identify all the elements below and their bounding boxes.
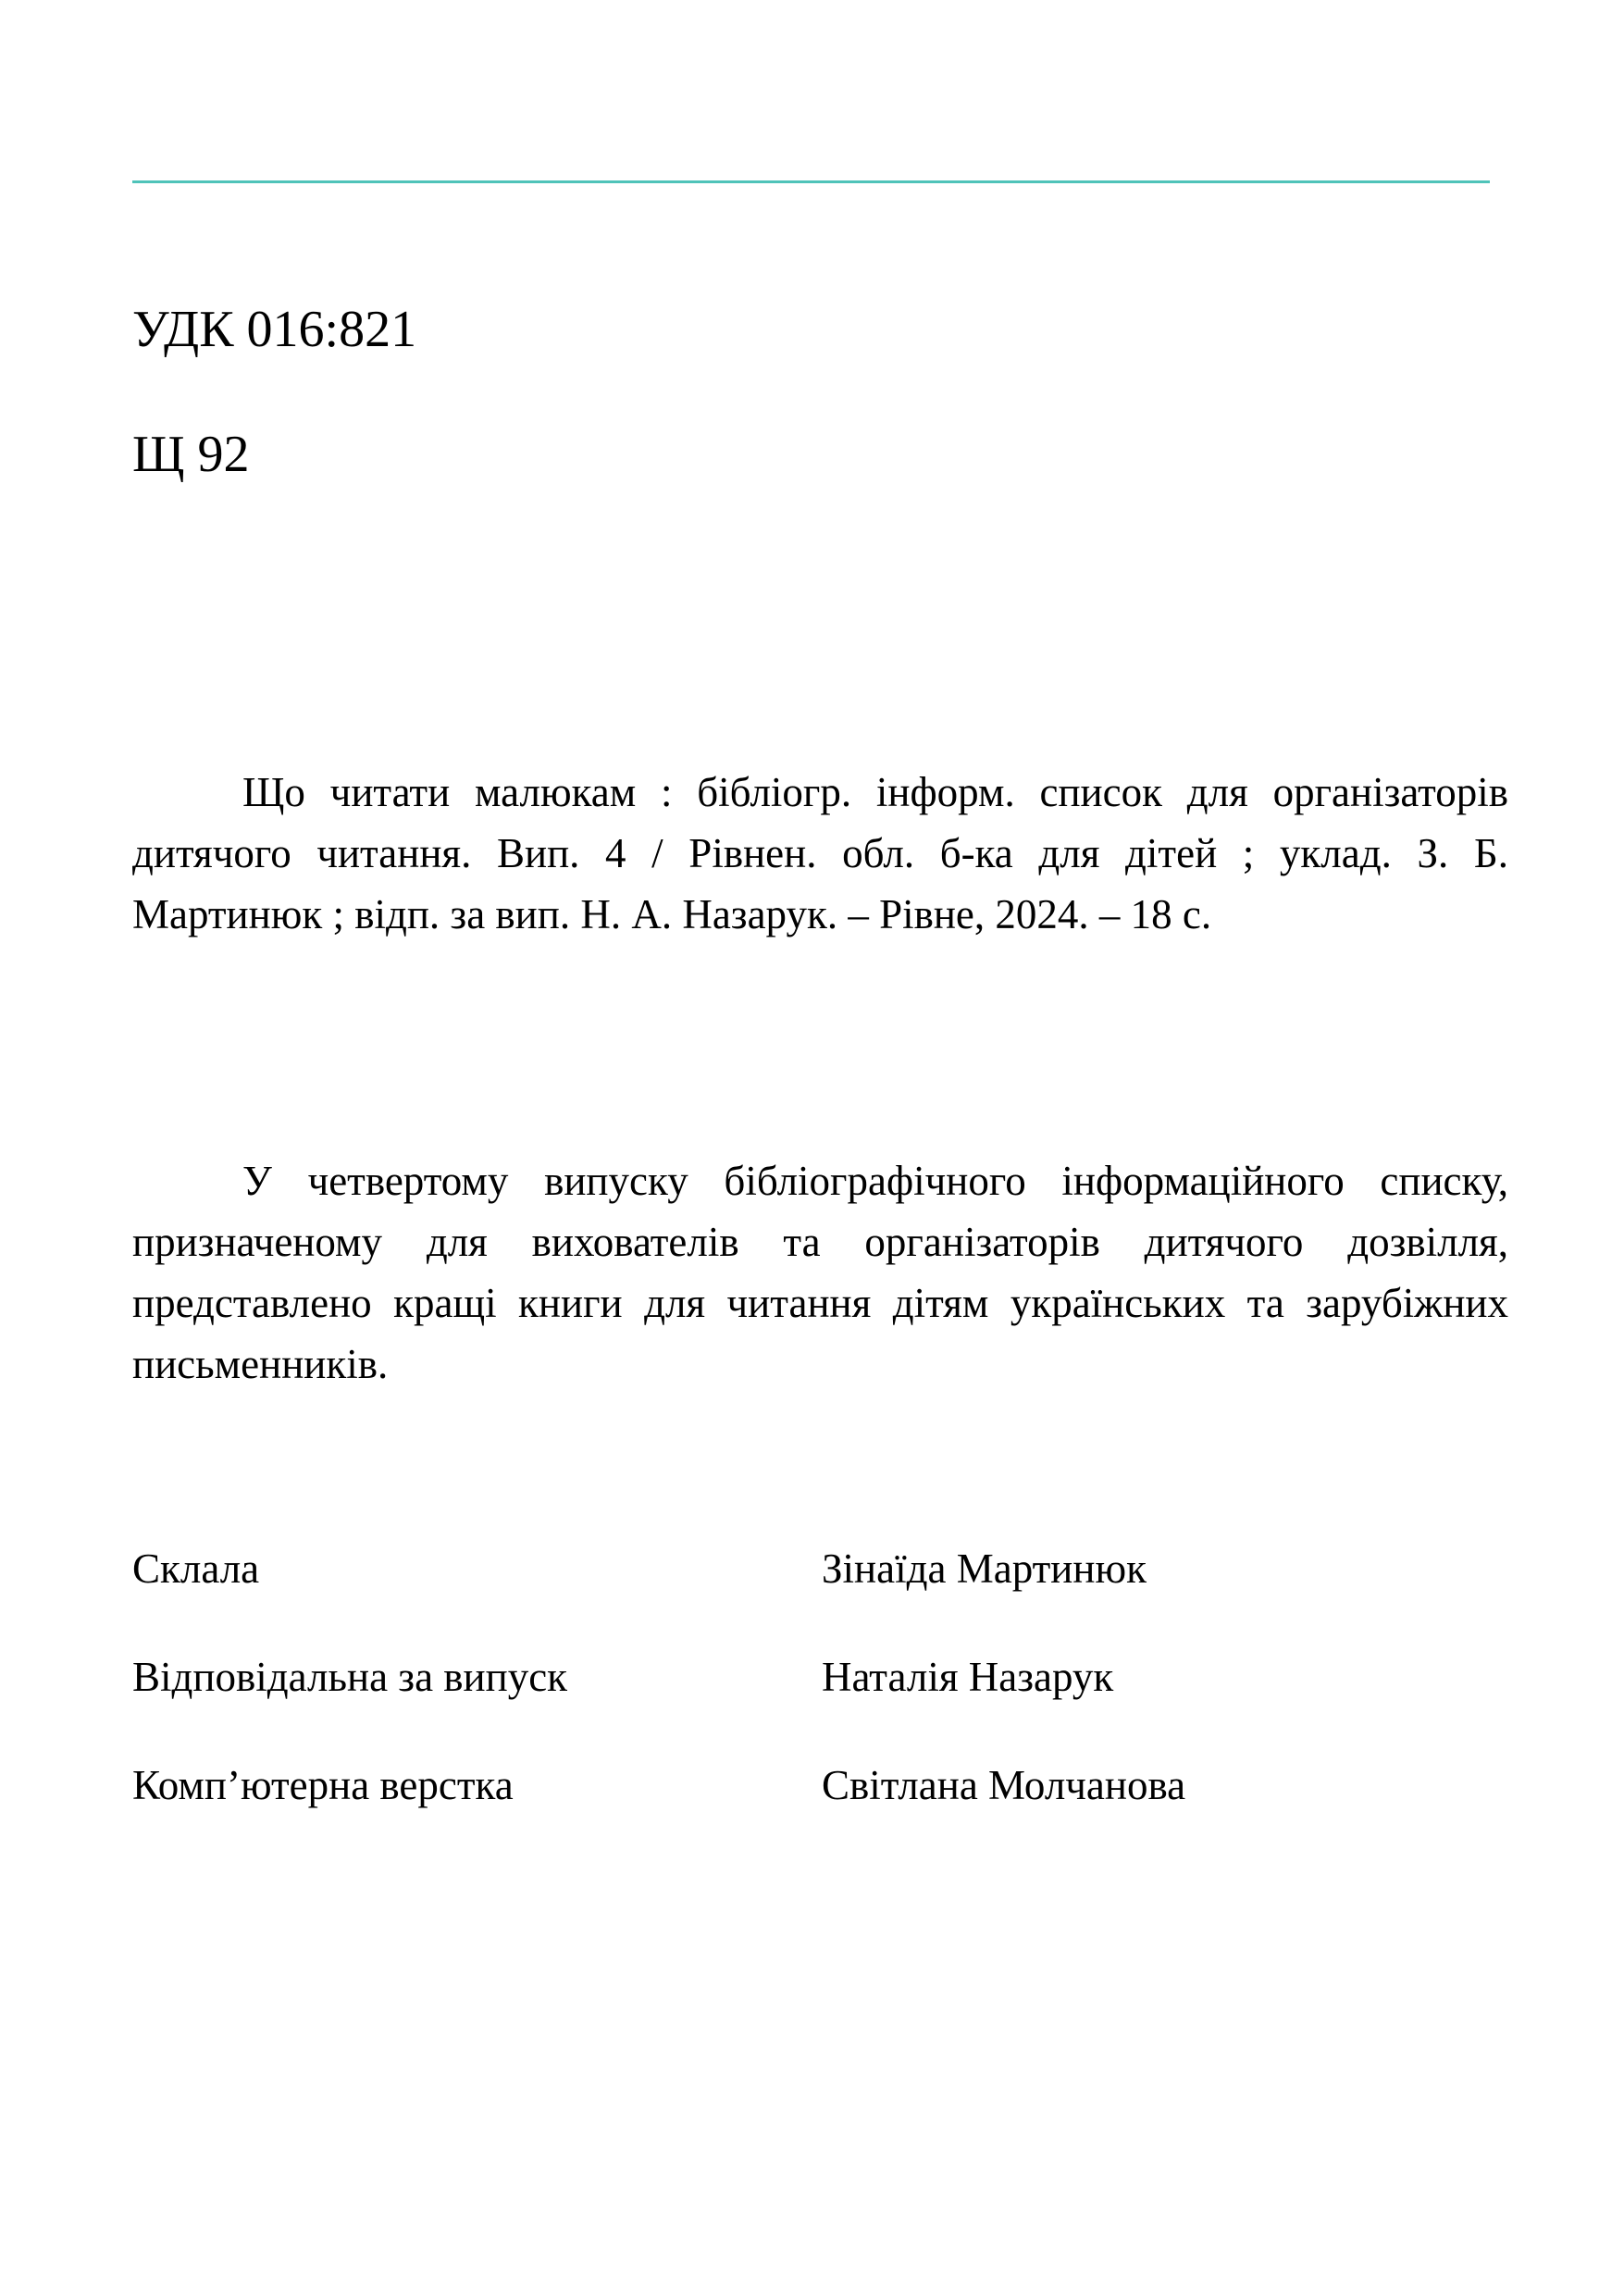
udk-code: УДК 016:821 [132, 301, 417, 358]
credit-name: Світлана Молчанова [822, 1762, 1186, 1808]
credits-block [132, 1541, 1508, 1866]
credit-row-layout [132, 1757, 1508, 1866]
credit-role: Відповідальна за випуск [132, 1654, 568, 1700]
credit-row-compiler [132, 1541, 1508, 1649]
credit-name: Наталія Назарук [822, 1654, 1114, 1700]
credit-row-responsible [132, 1649, 1508, 1757]
header-rule [132, 180, 1490, 183]
author-sign: Щ 92 [132, 426, 250, 483]
credit-name: Зінаїда Мартинюк [822, 1545, 1147, 1592]
bibliographic-citation: Що читати малюкам : бібліогр. інформ. список для організаторів дитячого читання. Вип. 4 / Рівнен. обл. б-ка для дітей ; уклад. З. Б. Мартинюк ; відп. за вип. Н. А. Назарук. – Рівне, 2024. – 18 с. [132, 769, 1508, 937]
annotation-paragraph: У четвертому випуску бібліографічного інформаційного списку, призначеному для вихователів та організаторів дитячого дозвілля, представлено кращі книги для читання дітям українських та зарубіжних письменників. [132, 1158, 1508, 1387]
credit-role: Склала [132, 1545, 260, 1592]
credit-role: Комп’ютерна верстка [132, 1762, 514, 1808]
